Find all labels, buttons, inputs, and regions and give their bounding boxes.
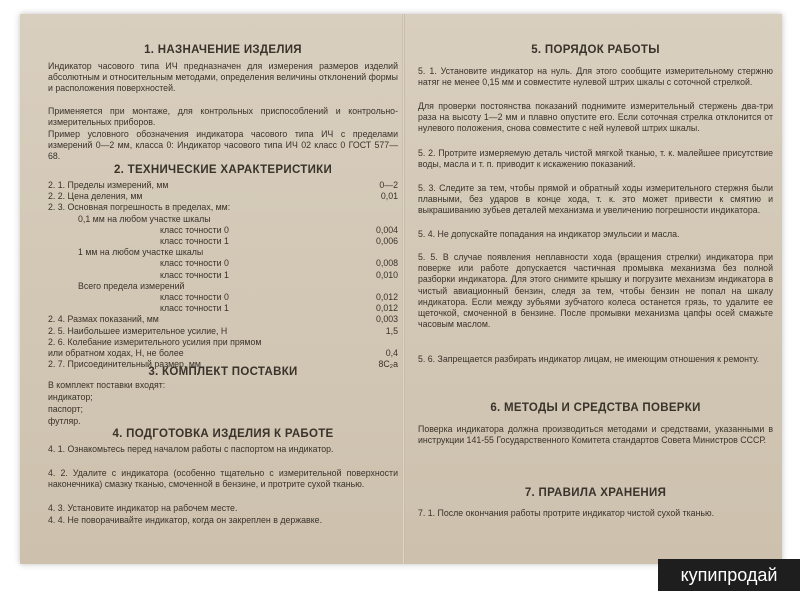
spec-label: 2. 6. Колебание измерительного усилия при прямом: [48, 336, 262, 347]
spec-row: [48, 225, 398, 236]
spec-row: [48, 326, 398, 337]
spec-row: [48, 337, 398, 348]
spec-label: 2. 3. Основная погрешность в пределах, мм:: [48, 202, 231, 213]
section-6-paragraph: Поверка индикатора должна производиться методами и средствами, указанными в инструкции 141-55 Государственного Комитета стандартов Совета Министров СССР.: [418, 424, 773, 446]
center-fold: [402, 14, 405, 564]
section-2-title: 2. ТЕХНИЧЕСКИЕ ХАРАКТЕРИСТИКИ: [113, 164, 333, 176]
spec-row: [48, 258, 398, 269]
spec-row: [48, 191, 398, 202]
section-7-item-1: 7. 1. После окончания работы протрите индикатор чистой сухой тканью.: [418, 508, 715, 518]
spec-label: класс точности 0: [160, 224, 229, 235]
section-5-item-5: 5. 5. В случае появления неплавности хода (вращения стрелки) индикатора при поверке или работе допускается частичная промывка механизма без полной разборки индикатора. Для этого снимите крышку и погрузите механизм индикатора в чистый авиационный бензин, следя за тем, чтобы бензин не попал на шкалу индикатора. Если между зубьями зубчатого колеса останется грязь, то удалите ее щеточкой, смоченной в бензине. После промывки механизма цапфы осей смажьте часовым маслом.: [418, 252, 773, 330]
spec-value: 0,01: [380, 191, 398, 202]
spec-label: 2. 7. Присоединительный размер, мм: [48, 359, 201, 370]
spec-value: 0,4: [385, 348, 398, 358]
spec-label: класс точности 0: [160, 258, 229, 269]
spec-value: 0,004: [375, 224, 398, 235]
section-5-title: 5. ПОРЯДОК РАБОТЫ: [531, 44, 660, 56]
spec-label: 1 мм на любом участке шкалы: [78, 247, 204, 258]
section-5-item-4: 5. 4. Не допускайте попадания на индикатор эмульсии и масла.: [418, 229, 680, 239]
spec-row: [48, 281, 398, 292]
spec-label: класс точности 1: [160, 236, 229, 246]
spec-row: [48, 292, 398, 303]
section-4-item-3: 4. 3. Установите индикатор на рабочем месте.: [48, 503, 238, 513]
spec-label: класс точности 1: [160, 269, 229, 280]
spec-label: класс точности 1: [160, 303, 229, 314]
section-4-item-2: 4. 2. Удалите с индикатора (особенно тщательно с измерительной поверхности наконечника) смазку тканью, смоченной в бензине, и протрите сухой тканью.: [48, 468, 398, 490]
section-5-item-1-continued: Для проверки постоянства показаний поднимите измерительный стержень два-три раза на высоту 1—2 мм и плавно опустите его. Если соточная стрелка отклонится от нулевого положения, снова совместите с ней нулевой штрих шкалы.: [418, 101, 773, 134]
watermark-badge: купипродай: [658, 559, 800, 591]
section-1-title: 1. НАЗНАЧЕНИЕ ИЗДЕЛИЯ: [144, 44, 302, 56]
section-1-paragraph-3: Пример условного обозначения индикатора часового типа ИЧ с пределами измерений 0—2 мм, класса 0: Индикатор часового типа ИЧ 02 класс 0 ГОСТ 577—68.: [48, 129, 398, 162]
section-7-title: 7. ПРАВИЛА ХРАНЕНИЯ: [524, 487, 667, 499]
section-5-item-1: 5. 1. Установите индикатор на нуль. Для этого сообщите измерительному стержню натяг не менее 0,15 мм и совместите нулевой штрих шкалы с соточной стрелкой.: [418, 66, 773, 88]
section-1-paragraph-2: Применяется при монтаже, для контрольных приспособлений и контрольно-измерительных приборов.: [48, 106, 398, 128]
spec-label: Всего предела измерений: [78, 280, 185, 291]
instruction-sheet: [20, 14, 782, 564]
spec-row: [48, 214, 398, 225]
kit-line-4: футляр.: [48, 416, 81, 426]
spec-value: 0—2: [379, 180, 398, 190]
spec-value: 0,010: [375, 269, 398, 280]
spec-label: или обратном ходах, Н, не более: [48, 348, 184, 358]
spec-row: [48, 303, 398, 314]
spec-row: [48, 180, 398, 191]
section-1-paragraph-1: Индикатор часового типа ИЧ предназначен для измерения размеров изделий абсолютным и относительным методами, определения величины отклонений формы и расположения поверхностей.: [48, 61, 398, 94]
spec-row: [48, 348, 398, 359]
spec-label: 2. 1. Пределы измерений, мм: [48, 180, 169, 190]
spec-row: [48, 247, 398, 258]
kit-line-3: паспорт;: [48, 404, 83, 414]
spec-row: [48, 314, 398, 325]
spec-row: [48, 270, 398, 281]
spec-value: 0,012: [375, 292, 398, 302]
spec-value: 0,008: [375, 258, 398, 269]
spec-label: 0,1 мм на любом участке шкалы: [78, 213, 211, 224]
section-3-title: 3. КОМПЛЕКТ ПОСТАВКИ: [148, 366, 298, 378]
spec-label: 2. 2. Цена деления, мм: [48, 191, 143, 202]
spec-value: 1,5: [385, 325, 398, 336]
spec-label: 2. 4. Размах показаний, мм: [48, 314, 159, 325]
kit-line-2: индикатор;: [48, 392, 93, 402]
kit-line-1: В комплект поставки входят:: [48, 380, 166, 390]
spec-value: 0,003: [375, 314, 398, 325]
section-5-item-6: 5. 6. Запрещается разбирать индикатор лицам, не имеющим отношения к ремонту.: [418, 354, 760, 364]
spec-label: 2. 5. Наибольшее измерительное усилие, Н: [48, 325, 228, 336]
spec-value: 0,006: [375, 236, 398, 246]
spec-label: класс точности 0: [160, 292, 229, 302]
spec-row: [48, 202, 398, 213]
section-4-item-1: 4. 1. Ознакомьтесь перед началом работы с паспортом на индикатор.: [48, 444, 334, 454]
section-4-title: 4. ПОДГОТОВКА ИЗДЕЛИЯ К РАБОТЕ: [112, 428, 334, 440]
section-6-title: 6. МЕТОДЫ И СРЕДСТВА ПОВЕРКИ: [490, 402, 701, 414]
section-5-item-2: 5. 2. Протрите измеряемую деталь чистой мягкой тканью, т. к. малейшее присутствие воды, масла и т. п. приводит к искажению показаний.: [418, 148, 773, 170]
section-5-item-3: 5. 3. Следите за тем, чтобы прямой и обратный ходы измерительного стержня были плавными, без ударов в конце хода, т. к. это может привести к смятию и выкрашиванию зубьев деталей механизма и увеличению погрешности индикатора.: [418, 183, 773, 216]
spec-row: [48, 236, 398, 247]
spec-value: 8С₂а: [378, 359, 398, 370]
spec-value: 0,012: [375, 303, 398, 314]
section-4-item-4: 4. 4. Не поворачивайте индикатор, когда он закреплен в державке.: [48, 515, 323, 525]
